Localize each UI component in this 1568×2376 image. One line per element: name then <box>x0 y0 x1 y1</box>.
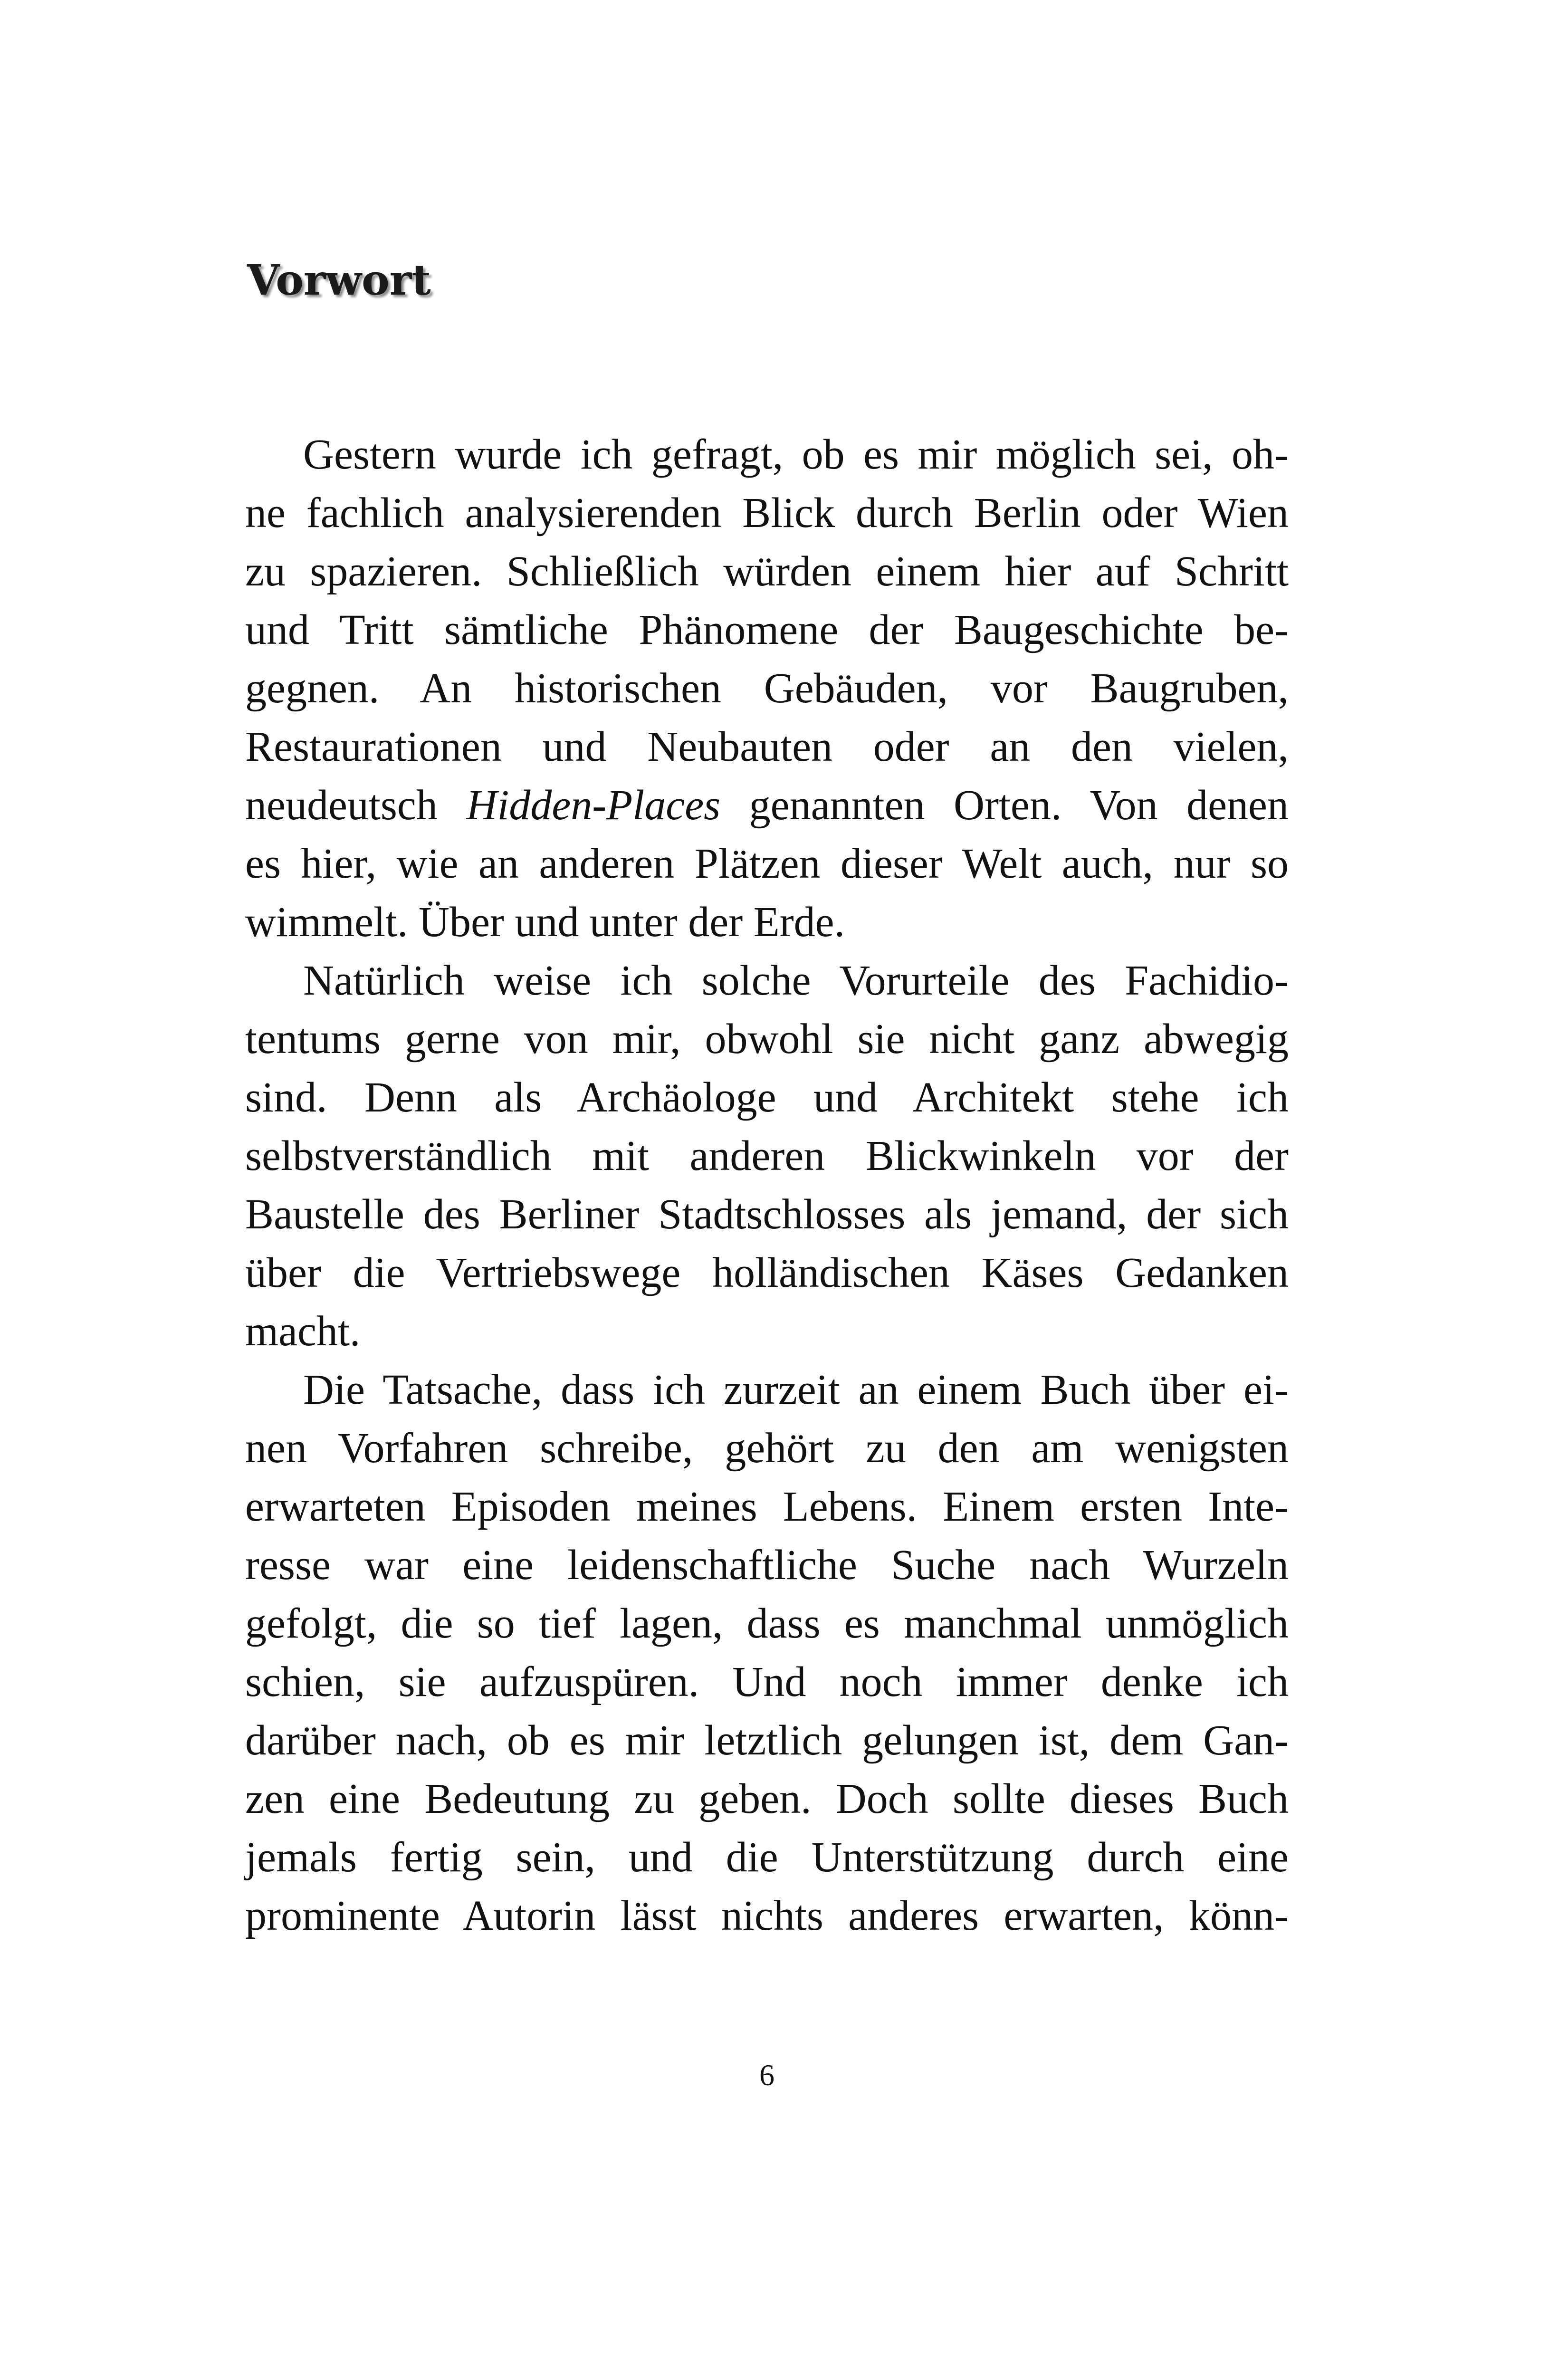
page-number: 6 <box>759 2058 774 2092</box>
text-line: Gestern wurde ich gefragt, ob es mir möglich sei, oh- <box>303 431 1289 478</box>
text-line: resse war eine leidenschaftliche Suche nach Wurzeln <box>245 1542 1289 1589</box>
text-line: Die Tatsache, dass ich zurzeit an einem Buch über ei- <box>303 1366 1289 1413</box>
text-line: wimmelt. Über und unter der Erde. <box>245 899 845 946</box>
text-line: und Tritt sämtliche Phänomene der Baugeschichte be- <box>245 606 1289 653</box>
text-line: schien, sie aufzuspüren. Und noch immer denke ich <box>245 1658 1289 1705</box>
line-before-italic: neudeutsch <box>245 782 467 829</box>
text-line: selbstverständlich mit anderen Blickwinkeln vor der <box>245 1132 1289 1179</box>
text-line: gefolgt, die so tief lagen, dass es manchmal unmöglich <box>245 1600 1289 1647</box>
italic-phrase: Hidden-Places <box>466 782 721 829</box>
text-line-with-italic <box>245 776 1289 834</box>
text-line: ne fachlich analysierenden Blick durch Berlin oder Wien <box>245 489 1289 537</box>
text-line: zen eine Bedeutung zu geben. Doch sollte dieses Buch <box>245 1775 1289 1822</box>
chapter-heading: Vorwort <box>247 255 431 305</box>
text-line: zu spazieren. Schließlich würden einem hier auf Schritt <box>245 548 1289 595</box>
text-line: Natürlich weise ich solche Vorurteile des Fachidio- <box>303 957 1289 1004</box>
text-line: Restaurationen und Neubauten oder an den vielen, <box>245 723 1289 770</box>
body-text <box>245 425 1289 1945</box>
text-line: tentums gerne von mir, obwohl sie nicht ganz abwegig <box>245 1016 1289 1063</box>
text-line: darüber nach, ob es mir letztlich gelungen ist, dem Gan- <box>245 1717 1289 1764</box>
text-line: es hier, wie an anderen Plätzen dieser Welt auch, nur so <box>245 840 1289 887</box>
line-after-italic: genannten Orten. Von denen <box>720 782 1289 829</box>
text-line: gegnen. An historischen Gebäuden, vor Baugruben, <box>245 665 1289 712</box>
text-line: über die Vertriebswege holländischen Käses Gedanken <box>245 1249 1289 1296</box>
text-line: Baustelle des Berliner Stadtschlosses als jemand, der sich <box>245 1191 1289 1238</box>
text-line: prominente Autorin lässt nichts anderes erwarten, könn- <box>245 1892 1289 1939</box>
text-line: erwarteten Episoden meines Lebens. Einem ersten Inte- <box>245 1483 1289 1530</box>
text-line: jemals fertig sein, und die Unterstützung durch eine <box>245 1834 1289 1881</box>
text-line: nen Vorfahren schreibe, gehört zu den am wenigsten <box>245 1425 1289 1472</box>
text-line: sind. Denn als Archäologe und Architekt stehe ich <box>245 1074 1289 1121</box>
text-line: macht. <box>245 1308 361 1355</box>
